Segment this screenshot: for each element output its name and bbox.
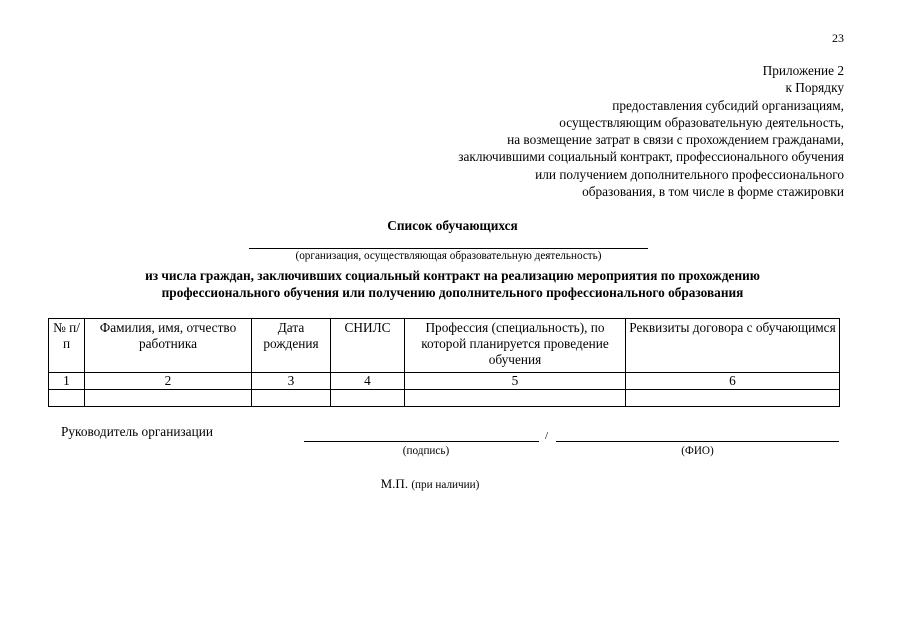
students-table	[48, 318, 840, 407]
table-header-row	[49, 319, 840, 373]
header-cell-birth-date: Дата рождения	[252, 319, 331, 373]
header-cell-profession: Профессия (специальность), по которой планируется проведение обучения	[405, 319, 626, 373]
signer-label: Руководитель организации	[61, 424, 213, 439]
empty-cell[interactable]	[252, 390, 331, 407]
empty-cell[interactable]	[626, 390, 840, 407]
signature-caption: (подпись)	[402, 445, 450, 457]
organization-caption: (организация, осуществляющая образовательную деятельность)	[295, 250, 602, 262]
stamp-placeholder	[0, 476, 860, 492]
column-number: 2	[85, 373, 252, 390]
column-number-row	[49, 373, 840, 390]
column-number: 6	[626, 373, 840, 390]
full-name-caption: (ФИО)	[681, 445, 714, 457]
header-cell-full-name: Фамилия, имя, отчество работника	[85, 319, 252, 373]
page-number: 23	[832, 31, 844, 45]
organization-fill-line[interactable]	[249, 248, 648, 249]
table-row	[49, 390, 840, 407]
subtitle-line-2: профессионального обучения или получению дополнительного профессионального образования	[161, 285, 744, 300]
appendix-line: или получением дополнительного профессионального	[535, 166, 844, 182]
column-number: 3	[252, 373, 331, 390]
appendix-line: Приложение 2	[762, 63, 844, 78]
appendix-line: на возмещение затрат в связи с прохождением гражданами,	[507, 132, 844, 148]
signature-line[interactable]	[304, 441, 539, 442]
signature-separator: /	[545, 430, 549, 442]
empty-cell[interactable]	[405, 390, 626, 407]
header-cell-contract: Реквизиты договора с обучающимся	[626, 319, 840, 373]
list-subtitle	[0, 267, 905, 301]
appendix-line: предоставления субсидий организациям,	[612, 97, 844, 113]
appendix-header	[324, 62, 844, 200]
list-title: Список обучающихся	[387, 218, 518, 233]
full-name-line[interactable]	[556, 441, 839, 442]
appendix-line: осуществляющим образовательную деятельность,	[559, 114, 844, 130]
stamp-note: (при наличии)	[411, 479, 480, 491]
appendix-line: к Порядку	[785, 80, 844, 96]
appendix-line: заключившими социальный контракт, профессионального обучения	[458, 149, 844, 165]
appendix-line: образования, в том числе в форме стажировки	[582, 184, 844, 200]
subtitle-line-1: из числа граждан, заключивших социальный контракт на реализацию мероприятия по прохождению	[145, 268, 760, 283]
header-cell-number: № п/п	[49, 319, 85, 373]
column-number: 5	[405, 373, 626, 390]
stamp-label: М.П.	[380, 476, 409, 491]
empty-cell[interactable]	[85, 390, 252, 407]
empty-cell[interactable]	[331, 390, 405, 407]
column-number: 1	[49, 373, 85, 390]
header-cell-snils: СНИЛС	[331, 319, 405, 373]
empty-cell[interactable]	[49, 390, 85, 407]
column-number: 4	[331, 373, 405, 390]
